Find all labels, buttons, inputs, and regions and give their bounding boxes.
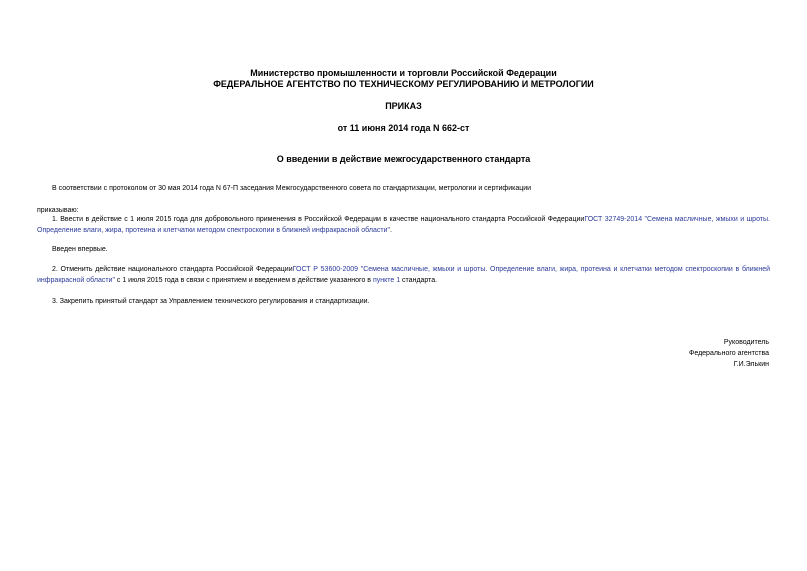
- document-type: ПРИКАЗ: [385, 101, 422, 111]
- paragraph-item-1-end: .: [389, 227, 392, 234]
- paragraph-order: приказываю:: [37, 207, 79, 214]
- ministry-name: Министерство промышленности и торговли Российской Федерации: [250, 68, 557, 78]
- item-1-link[interactable]: пункте 1: [372, 277, 401, 284]
- paragraph-item-1: [37, 214, 770, 236]
- paragraph-basis: В соответствии с протоколом от 30 мая 2014 года N 67-П заседания Межгосударственного совета по стандартизации, метрологии и сертификации: [52, 185, 532, 192]
- gost-32749-link[interactable]: ГОСТ 32749-2014 "Семена масличные, жмыхи и шроты. Определение влаги, жира, протеина и клетчатки методом спектроскопии в ближней инфракрасной области": [37, 216, 770, 234]
- paragraph-item-1-text: 1. Ввести в действие с 1 июля 2015 года для добровольного применения в Российской Федерации в качестве национального стандарта Российской Федерации: [52, 216, 585, 223]
- paragraph-note: Введен впервые.: [52, 246, 108, 253]
- paragraph-item-2: [37, 264, 770, 286]
- signature-title: Руководитель: [723, 339, 769, 346]
- gost-r-53600-link[interactable]: ГОСТ Р 53600-2009 "Семена масличные, жмыхи и шроты. Определение влаги, жира, протеина и клетчатки методом спектроскопии в ближней инфракрасной области": [37, 266, 770, 284]
- paragraph-item-2-end: стандарта.: [400, 277, 438, 284]
- document-subject: О введении в действие межгосударственного стандарта: [276, 154, 531, 164]
- signature-name: Г.И.Элькин: [733, 361, 769, 368]
- document-date-number: от 11 июня 2014 года N 662-ст: [337, 123, 470, 133]
- agency-name: ФЕДЕРАЛЬНОЕ АГЕНТСТВО ПО ТЕХНИЧЕСКОМУ РЕГУЛИРОВАНИЮ И МЕТРОЛОГИИ: [213, 79, 594, 89]
- paragraph-item-2-middle: с 1 июля 2015 года в связи с принятием и введением в действие указанного в: [114, 277, 373, 284]
- signature-organization: Федерального агентства: [689, 350, 769, 357]
- paragraph-item-2-text: 2. Отменить действие национального стандарта Российской Федерации: [52, 266, 293, 273]
- paragraph-item-3: 3. Закрепить принятый стандарт за Управлением технического регулирования и стандартизации.: [52, 298, 370, 305]
